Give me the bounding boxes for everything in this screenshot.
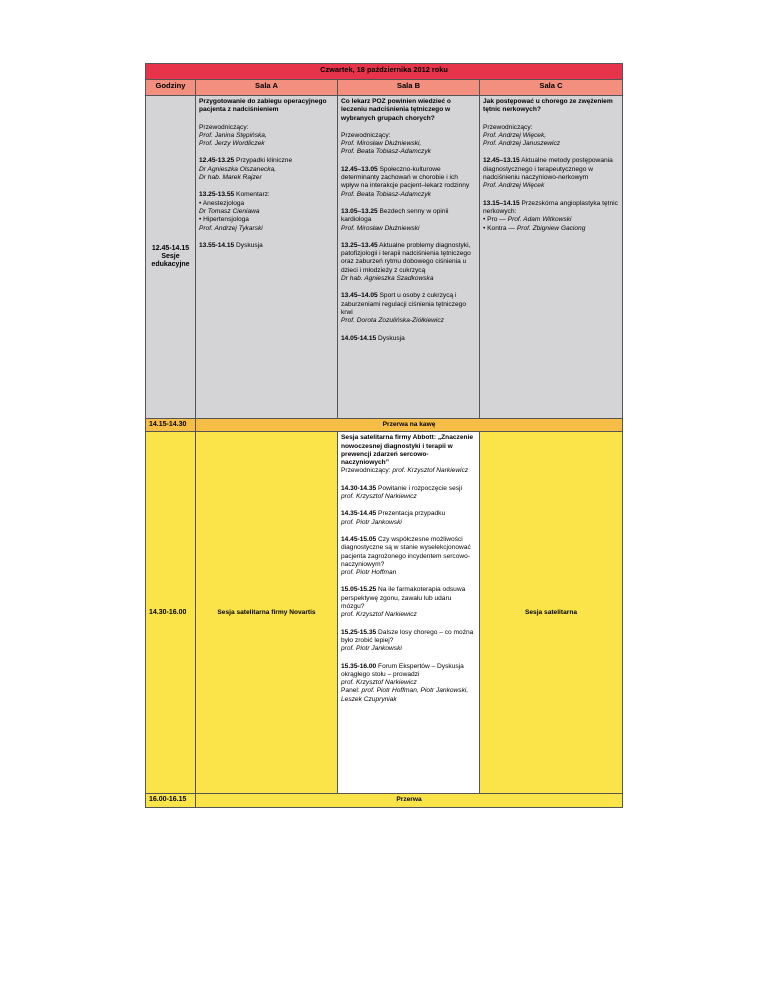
session1-b-title: Co lekarz POZ powinien wiedzieć o leczeniu nadciśnienia tętniczego w wybranych grupach chorych? xyxy=(341,98,451,122)
header-time: Godziny xyxy=(146,80,196,96)
break1-time: 14.15-14.30 xyxy=(146,419,196,432)
break2-time: 16.00-16.15 xyxy=(146,794,196,807)
session1-sala-a xyxy=(196,96,338,419)
session2-time: 14.30-16.00 xyxy=(146,432,196,794)
session2-sala-c: Sesja satelitarna xyxy=(480,432,623,794)
session2-b-talk2: 14.35-14.45 Prezentacja przypadku prof. Piotr Jankowski xyxy=(341,510,446,526)
session2-b-talk1: 14.30-14.35 Powitanie i rozpoczęcie sesji prof. Krzysztof Narkiewicz xyxy=(341,484,462,501)
session1-b-talk4: 13.45–14.05 Sport u osoby z cukrzycą i zaburzeniami regulacji ciśnienia tętniczego krwi Prof. Dorota Zozulińska-Ziółkiewicz xyxy=(341,292,466,325)
session1-b-chairs: Przewodniczący: Prof. Mirosław Dłużniewski, Prof. Beata Tobiasz-Adamczyk xyxy=(341,131,431,156)
session2-b-forum: 15.35-16.00 Forum Ekspertów – Dyskusja okrągłego stołu – prowadzi prof. Krzysztof Narkiewicz Panel: prof. Piotr Hoffman, Piotr Jankowski, Leszek Czupryniak xyxy=(341,662,469,703)
schedule-table xyxy=(145,63,623,808)
session1-c-title: Jak postępować u chorego ze zwężeniem tętnic nerkowych? xyxy=(483,98,613,114)
session1-b-talk3: 13.25–13.45 Aktualne problemy diagnostyki, patofizjologii i terapii nadciśnienia tętniczego oraz zaburzeń rytmu dobowego ciśnienia u dzieci i młodzieży z cukrzycą Dr hab. Agnieszka Szadkowska xyxy=(341,241,471,283)
break1-label: Przerwa na kawę xyxy=(196,419,623,432)
session1-b-talk2: 13.05–13.25 Bezdech senny w opinii kardiologa Prof. Mirosław Dłużniewski xyxy=(341,207,449,232)
header-sala-b: Sala B xyxy=(338,80,480,96)
session2-b-header: Sesja satelitarna firmy Abbott: „Znaczenie nowoczesnej diagnostyki i terapii w prewencji zdarzeń sercowo-naczyniowych” Przewodniczący: prof. Krzysztof Narkiewicz xyxy=(341,434,474,475)
session1-a-talk3: 13.55-14.15 Dyskusja xyxy=(199,241,263,249)
header-sala-c: Sala C xyxy=(480,80,623,96)
session1-c-talk1: 12.45–13.15 Aktualne metody postępowania diagnostycznego i terapeutycznego w nadciśnieniu naczyniowo-nerkowym Prof. Andrzej Więcek xyxy=(483,157,613,190)
schedule-title: Czwartek, 18 października 2012 roku xyxy=(146,64,623,80)
session1-a-chairs: Przewodniczący: Prof. Janina Stępińska, Prof. Jerzy Wordliczek xyxy=(199,123,267,148)
break2-label: Przerwa xyxy=(196,794,623,807)
session1-sala-b xyxy=(338,96,480,419)
session2-b-talk4: 15.05-15.25 Na ile farmakoterapia odsuwa perspektywę zgonu, zawału lub udaru mózgu? prof. Krzysztof Narkiewicz xyxy=(341,586,466,619)
session1-c-chairs: Przewodniczący: Prof. Andrzej Więcek, Prof. Andrzej Januszewicz xyxy=(483,123,561,148)
session2-b-talk3: 14.45-15.05 Czy współczesne możliwości diagnostyczne są w stanie wyselekcjonować pacjenta zagrożonego incydentem sercowo-naczyniowym? prof. Piotr Hoffman xyxy=(341,535,471,577)
session2-sala-b xyxy=(338,432,480,794)
session2-sala-a: Sesja satelitarna firmy Novartis xyxy=(196,432,338,794)
header-sala-a: Sala A xyxy=(196,80,338,96)
session1-sala-c xyxy=(480,96,623,419)
session1-a-title: Przygotowanie do zabiegu operacyjnego pacjenta z nadciśnieniem xyxy=(199,98,327,114)
session1-a-talk1: 12.45-13.25 Przypadki kliniczne Dr Agnieszka Olszanecka, Dr hab. Marek Rajzer xyxy=(199,157,293,182)
session1-c-talk2: 13.15–14.15 Przezskórna angioplastyka tętnic nerkowych: • Pro — Prof. Adam Witkowski • Kontra — Prof. Zbigniew Gaciong xyxy=(483,199,618,232)
session2-b-talk5: 15.25-15.35 Dalsze losy chorego – co można było zrobić lepiej? prof. Piotr Jankowski xyxy=(341,628,474,653)
session1-b-talk5: 14.05-14.15 Dyskusja xyxy=(341,334,405,342)
session1-a-talk2: 13.25-13.55 Komentarz: • Anestezjologa Dr Tomasz Cieniawa • Hipertensjologa Prof. Andrzej Tykarski xyxy=(199,191,270,232)
session1-b-talk1: 12.45–13.05 Społeczno-kulturowe determinanty zachowań w chorobie i ich wpływ na interakcje pacjent–lekarz rodzinny Prof. Beata Tobiasz-Adamczyk xyxy=(341,165,470,198)
session1-time: 12.45-14.15 Sesje edukacyjne xyxy=(146,96,196,419)
